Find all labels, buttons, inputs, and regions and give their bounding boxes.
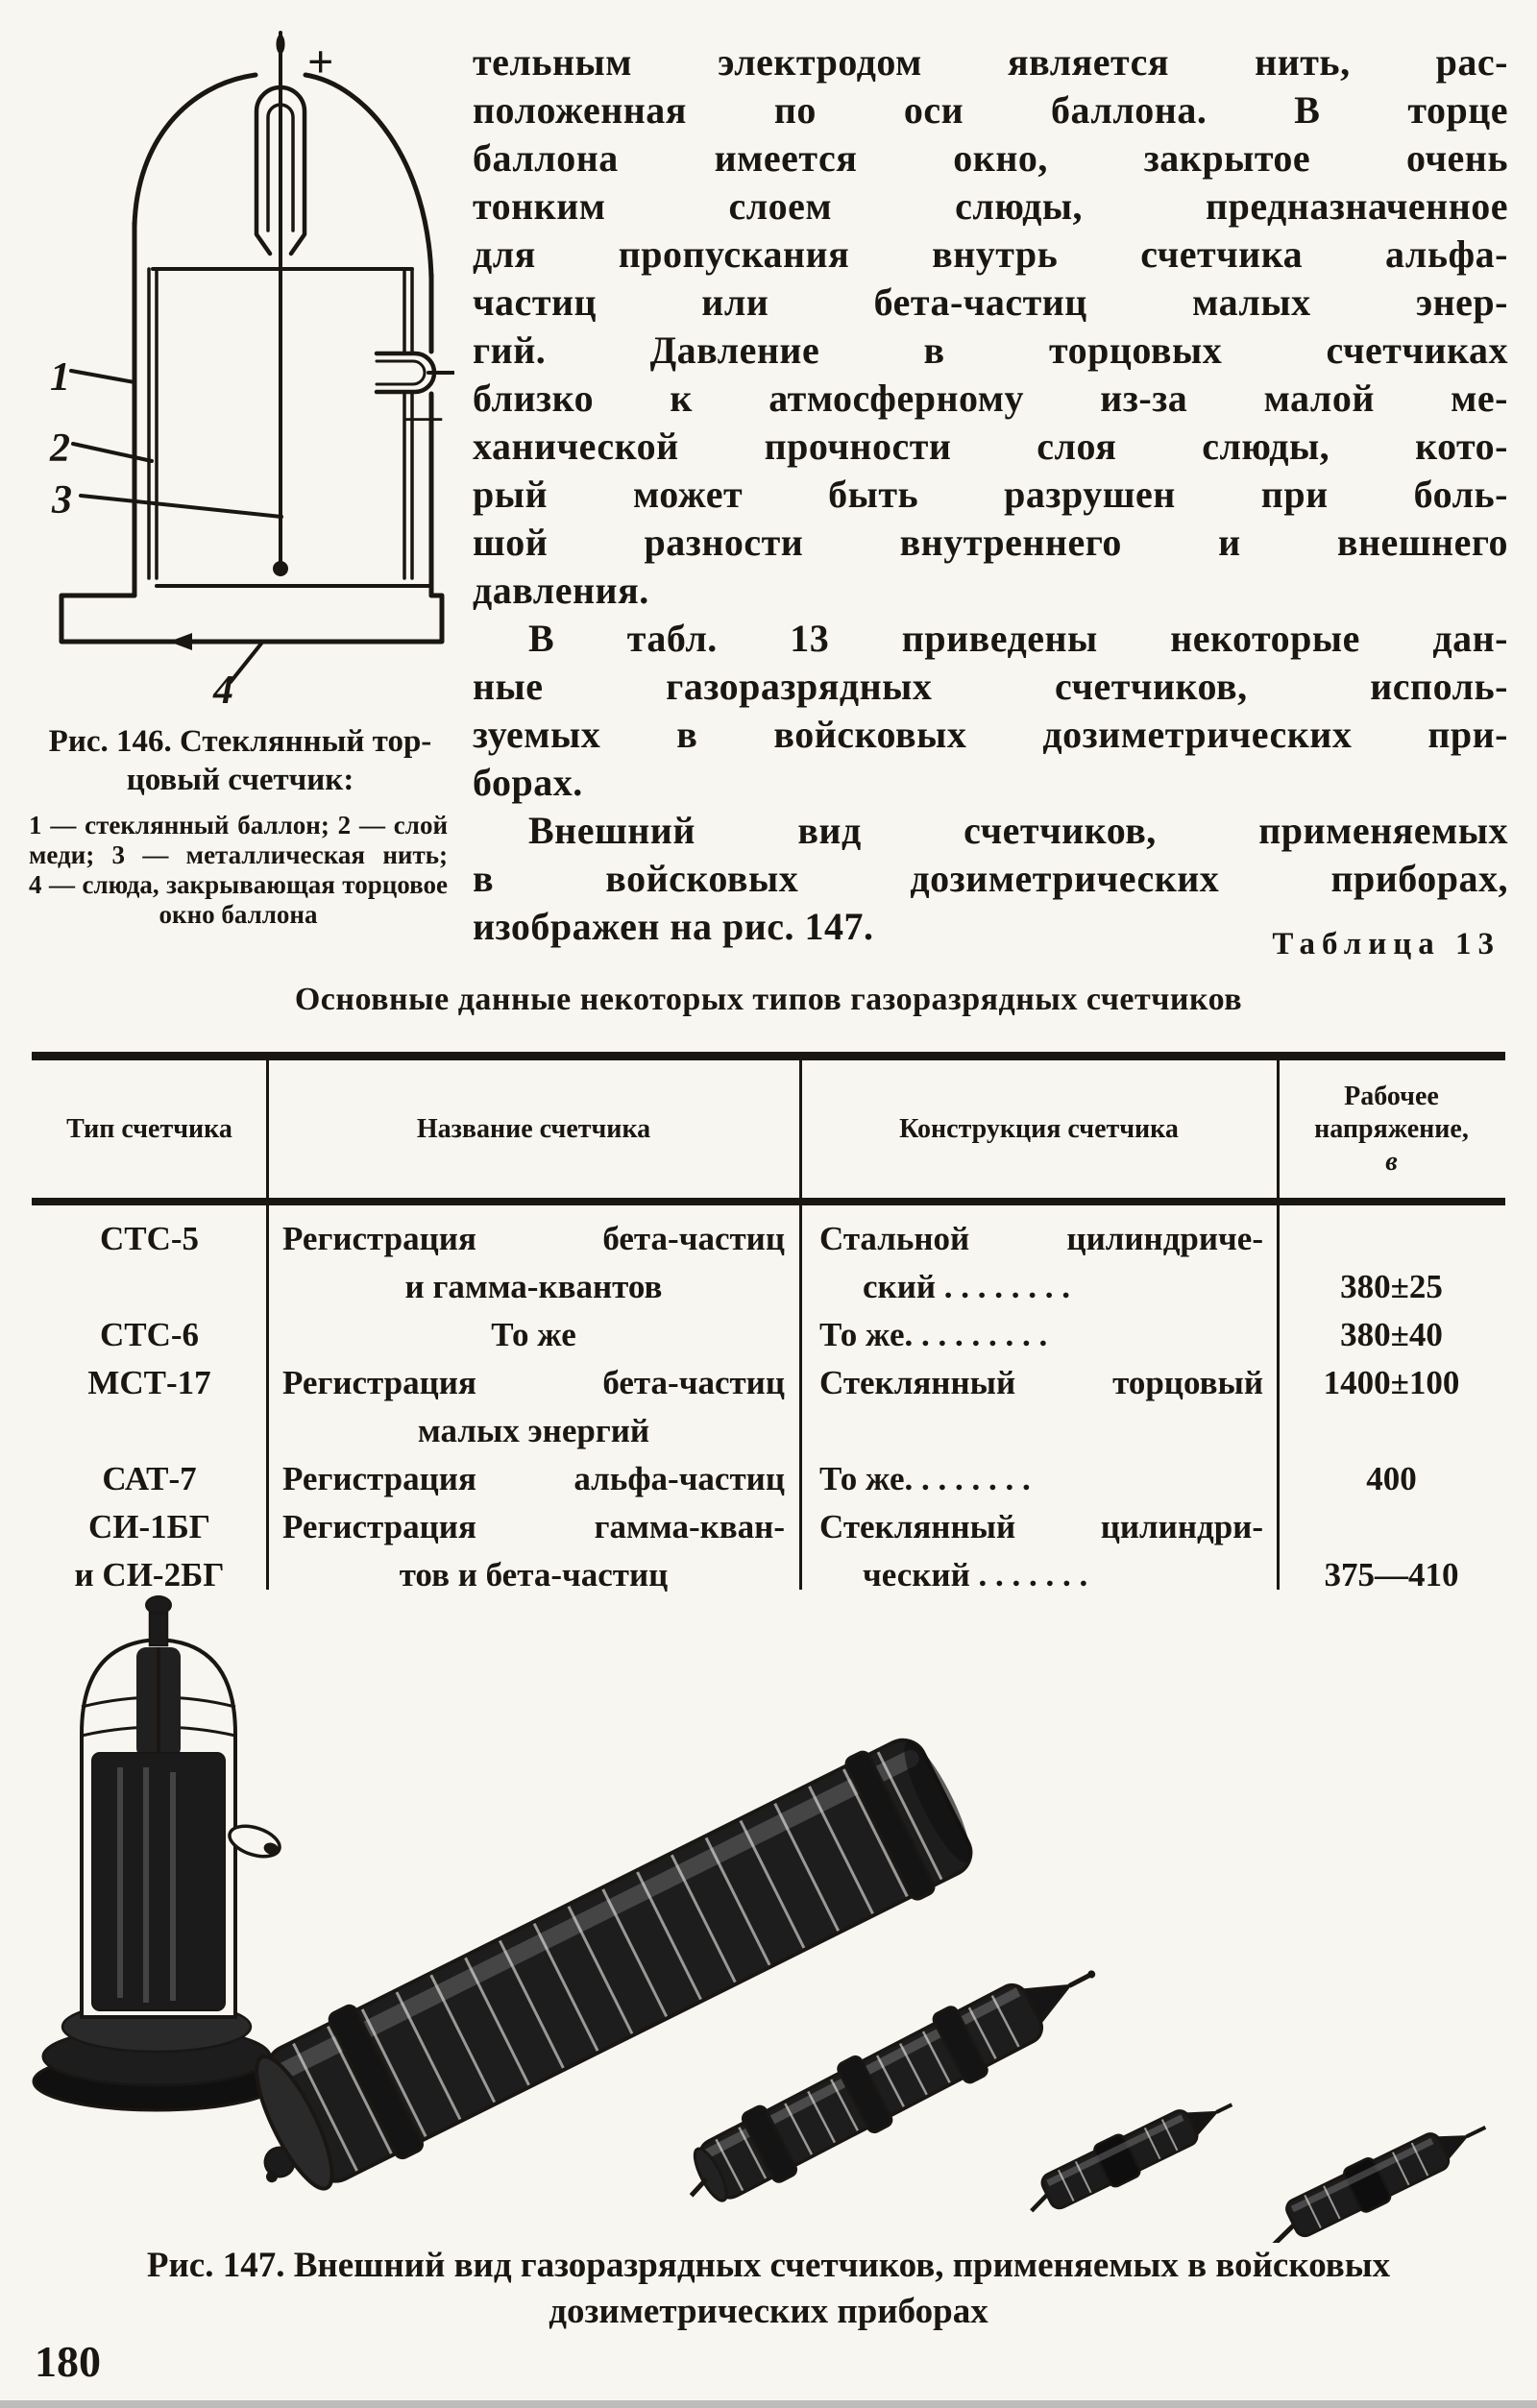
table-cell: [1278, 1407, 1505, 1455]
table-column-type: [32, 1215, 267, 1599]
table-cell: ский . . . . . . . .: [863, 1268, 1071, 1305]
counter-end-window-tube: [34, 1596, 283, 2110]
counter-small-pencil-2: [1256, 2105, 1496, 2243]
text-line: Внешний вид счетчиков, применяемых: [528, 809, 1508, 852]
leader-4: [231, 644, 261, 682]
mica-window-arrow: [169, 633, 192, 650]
table-top-rule: [32, 1052, 1505, 1060]
table-cell: То же. . . . . . . . .: [819, 1316, 1048, 1353]
table-13-label: Таблица 13: [1272, 927, 1500, 961]
scan-bottom-edge: [0, 2400, 1537, 2408]
leader-1: [71, 371, 134, 382]
table-column-name: [282, 1215, 785, 1599]
table-cell: [819, 1407, 1263, 1455]
table-header-construction: Конструкция счетчика: [899, 1113, 1179, 1144]
text-line: ные газоразрядных счетчиков, исполь-: [473, 665, 1508, 708]
marker-4: 4: [213, 669, 233, 713]
figure-147-caption: [29, 2243, 1508, 2335]
table-13: [32, 1052, 1505, 1607]
table-header-rule: [32, 1198, 1505, 1205]
table-cell: Стальной цилиндриче-: [819, 1220, 1263, 1257]
marker-2: 2: [50, 426, 70, 471]
table-header-voltage-line: Рабочее: [1344, 1081, 1439, 1111]
table-cell: То же. . . . . . . .: [819, 1460, 1031, 1497]
table-cell: 1400±100: [1323, 1364, 1460, 1401]
plus-polarity-sign: +: [307, 36, 334, 87]
table-header-voltage-line: в: [1385, 1146, 1398, 1177]
table-cell: 375—410: [1324, 1556, 1459, 1593]
figure-146-legend-line: окно баллона: [159, 900, 318, 929]
table-cell: 380±40: [1340, 1316, 1443, 1353]
table-cell: СИ-1БГ: [87, 1508, 211, 1545]
figure-147-caption-line: дозиметрических приборах: [549, 2292, 988, 2331]
text-line: близко к атмосферному из-за малой ме-: [473, 377, 1508, 420]
table-cell: 380±25: [1340, 1268, 1443, 1305]
table-cell: Регистрация альфа-частиц: [282, 1460, 785, 1497]
glass-dome-right: [305, 75, 431, 279]
glass-dome-left: [134, 75, 256, 227]
text-line: В табл. 13 приведены некоторые дан-: [528, 617, 1508, 660]
figure-147-caption-line: Рис. 147. Внешний вид газоразрядных счетчиков, применяемых в войсковых: [146, 2246, 1391, 2285]
figure-146-caption-line: Рис. 146. Стеклянный тор-: [48, 724, 432, 759]
figure-146-legend: [29, 811, 448, 930]
counter-large-cylindrical: [213, 1723, 987, 2217]
table-cell: 400: [1366, 1460, 1417, 1497]
figure-146-caption-line: цовый счетчик:: [126, 763, 354, 797]
anode-wire-ball: [273, 561, 288, 576]
table-header-voltage-line: напряжение,: [1314, 1113, 1469, 1144]
table-cell: САТ-7: [102, 1460, 197, 1497]
table-cell: Регистрация бета-частиц: [282, 1220, 785, 1257]
table-cell: ческий . . . . . . .: [863, 1556, 1088, 1593]
copper-layer-left: [149, 269, 157, 578]
text-line: ханической прочности слоя слюды, кото-: [473, 425, 1508, 468]
text-line: изображен на рис. 147.: [473, 905, 874, 948]
table-13-title: Основные данные некоторых типов газоразрядных счетчиков: [294, 982, 1243, 1017]
marker-3: 3: [52, 478, 72, 523]
table-header-name: Название счетчика: [416, 1113, 651, 1144]
leader-2: [73, 444, 152, 461]
text-line: шой разности внутреннего и внешнего: [473, 521, 1508, 564]
table-cell: Стеклянный торцовый: [819, 1364, 1263, 1401]
text-line: гий. Давление в торцовых счетчиках: [473, 328, 1508, 372]
table-cell: СТС-5: [99, 1220, 200, 1257]
table-cell: тов и бета-частиц: [399, 1556, 669, 1593]
table-column-voltage: [1278, 1215, 1505, 1599]
table-cell: [32, 1407, 267, 1455]
table-column-construction: [819, 1215, 1263, 1599]
table-cell: [1278, 1215, 1505, 1263]
figure-146-legend-line: меди; 3 — металлическая нить;: [29, 840, 448, 869]
anode-wire-top-bead: [277, 35, 285, 54]
base-flange: [61, 596, 442, 642]
table-cell: Стеклянный цилиндри-: [819, 1508, 1263, 1545]
side-tube-inner: [377, 361, 425, 384]
text-line: для пропускания внутрь счетчика альфа-: [473, 232, 1508, 276]
table-cell: и гамма-квантов: [404, 1268, 663, 1305]
marker-1: 1: [50, 355, 70, 400]
text-line: зуемых в войсковых дозиметрических при-: [473, 713, 1508, 756]
text-line: тонким слоем слюды, предназначенное: [473, 184, 1508, 228]
table-cell: Регистрация гамма-кван-: [282, 1508, 785, 1545]
counter-small-pencil-1: [1018, 2084, 1242, 2226]
table-cell: [32, 1263, 267, 1311]
text-line: рый может быть разрушен при боль-: [473, 473, 1508, 516]
table-cell: МСТ-17: [87, 1364, 211, 1401]
text-line: положенная по оси баллона. В торце: [473, 88, 1508, 132]
table-cell: Регистрация бета-частиц: [282, 1364, 785, 1401]
text-line: в войсковых дозиметрических приборах,: [473, 857, 1508, 900]
text-line: давления.: [473, 569, 649, 612]
figure-146-legend-line: 4 — слюда, закрывающая торцовое: [29, 870, 448, 899]
figure-147-counters-illustration: [29, 1590, 1508, 2243]
table-cell: То же: [491, 1316, 576, 1353]
minus-polarity-sign: —: [403, 394, 442, 437]
table-header-type: Тип счетчика: [66, 1113, 232, 1144]
text-line: частиц или бета-частиц малых энер-: [473, 280, 1508, 324]
page-number: 180: [35, 2337, 101, 2386]
table-cell: и СИ-2БГ: [74, 1556, 225, 1593]
figure-146-legend-line: 1 — стеклянный баллон; 2 — слой: [29, 811, 448, 839]
figure-146-caption: [23, 722, 457, 799]
text-line: борах.: [473, 761, 583, 804]
table-cell: [1278, 1503, 1505, 1551]
figure-146-end-window-counter-diagram: [27, 17, 454, 714]
leader-3: [81, 496, 281, 517]
table-header-voltage: [1278, 1060, 1505, 1198]
body-text-column: [473, 38, 1508, 951]
text-line: баллона имеется окно, закрытое очень: [473, 136, 1508, 180]
table-cell: малых энергий: [417, 1412, 650, 1449]
text-line: тельным электродом является нить, рас-: [473, 40, 1508, 84]
table-cell: СТС-6: [99, 1316, 200, 1353]
